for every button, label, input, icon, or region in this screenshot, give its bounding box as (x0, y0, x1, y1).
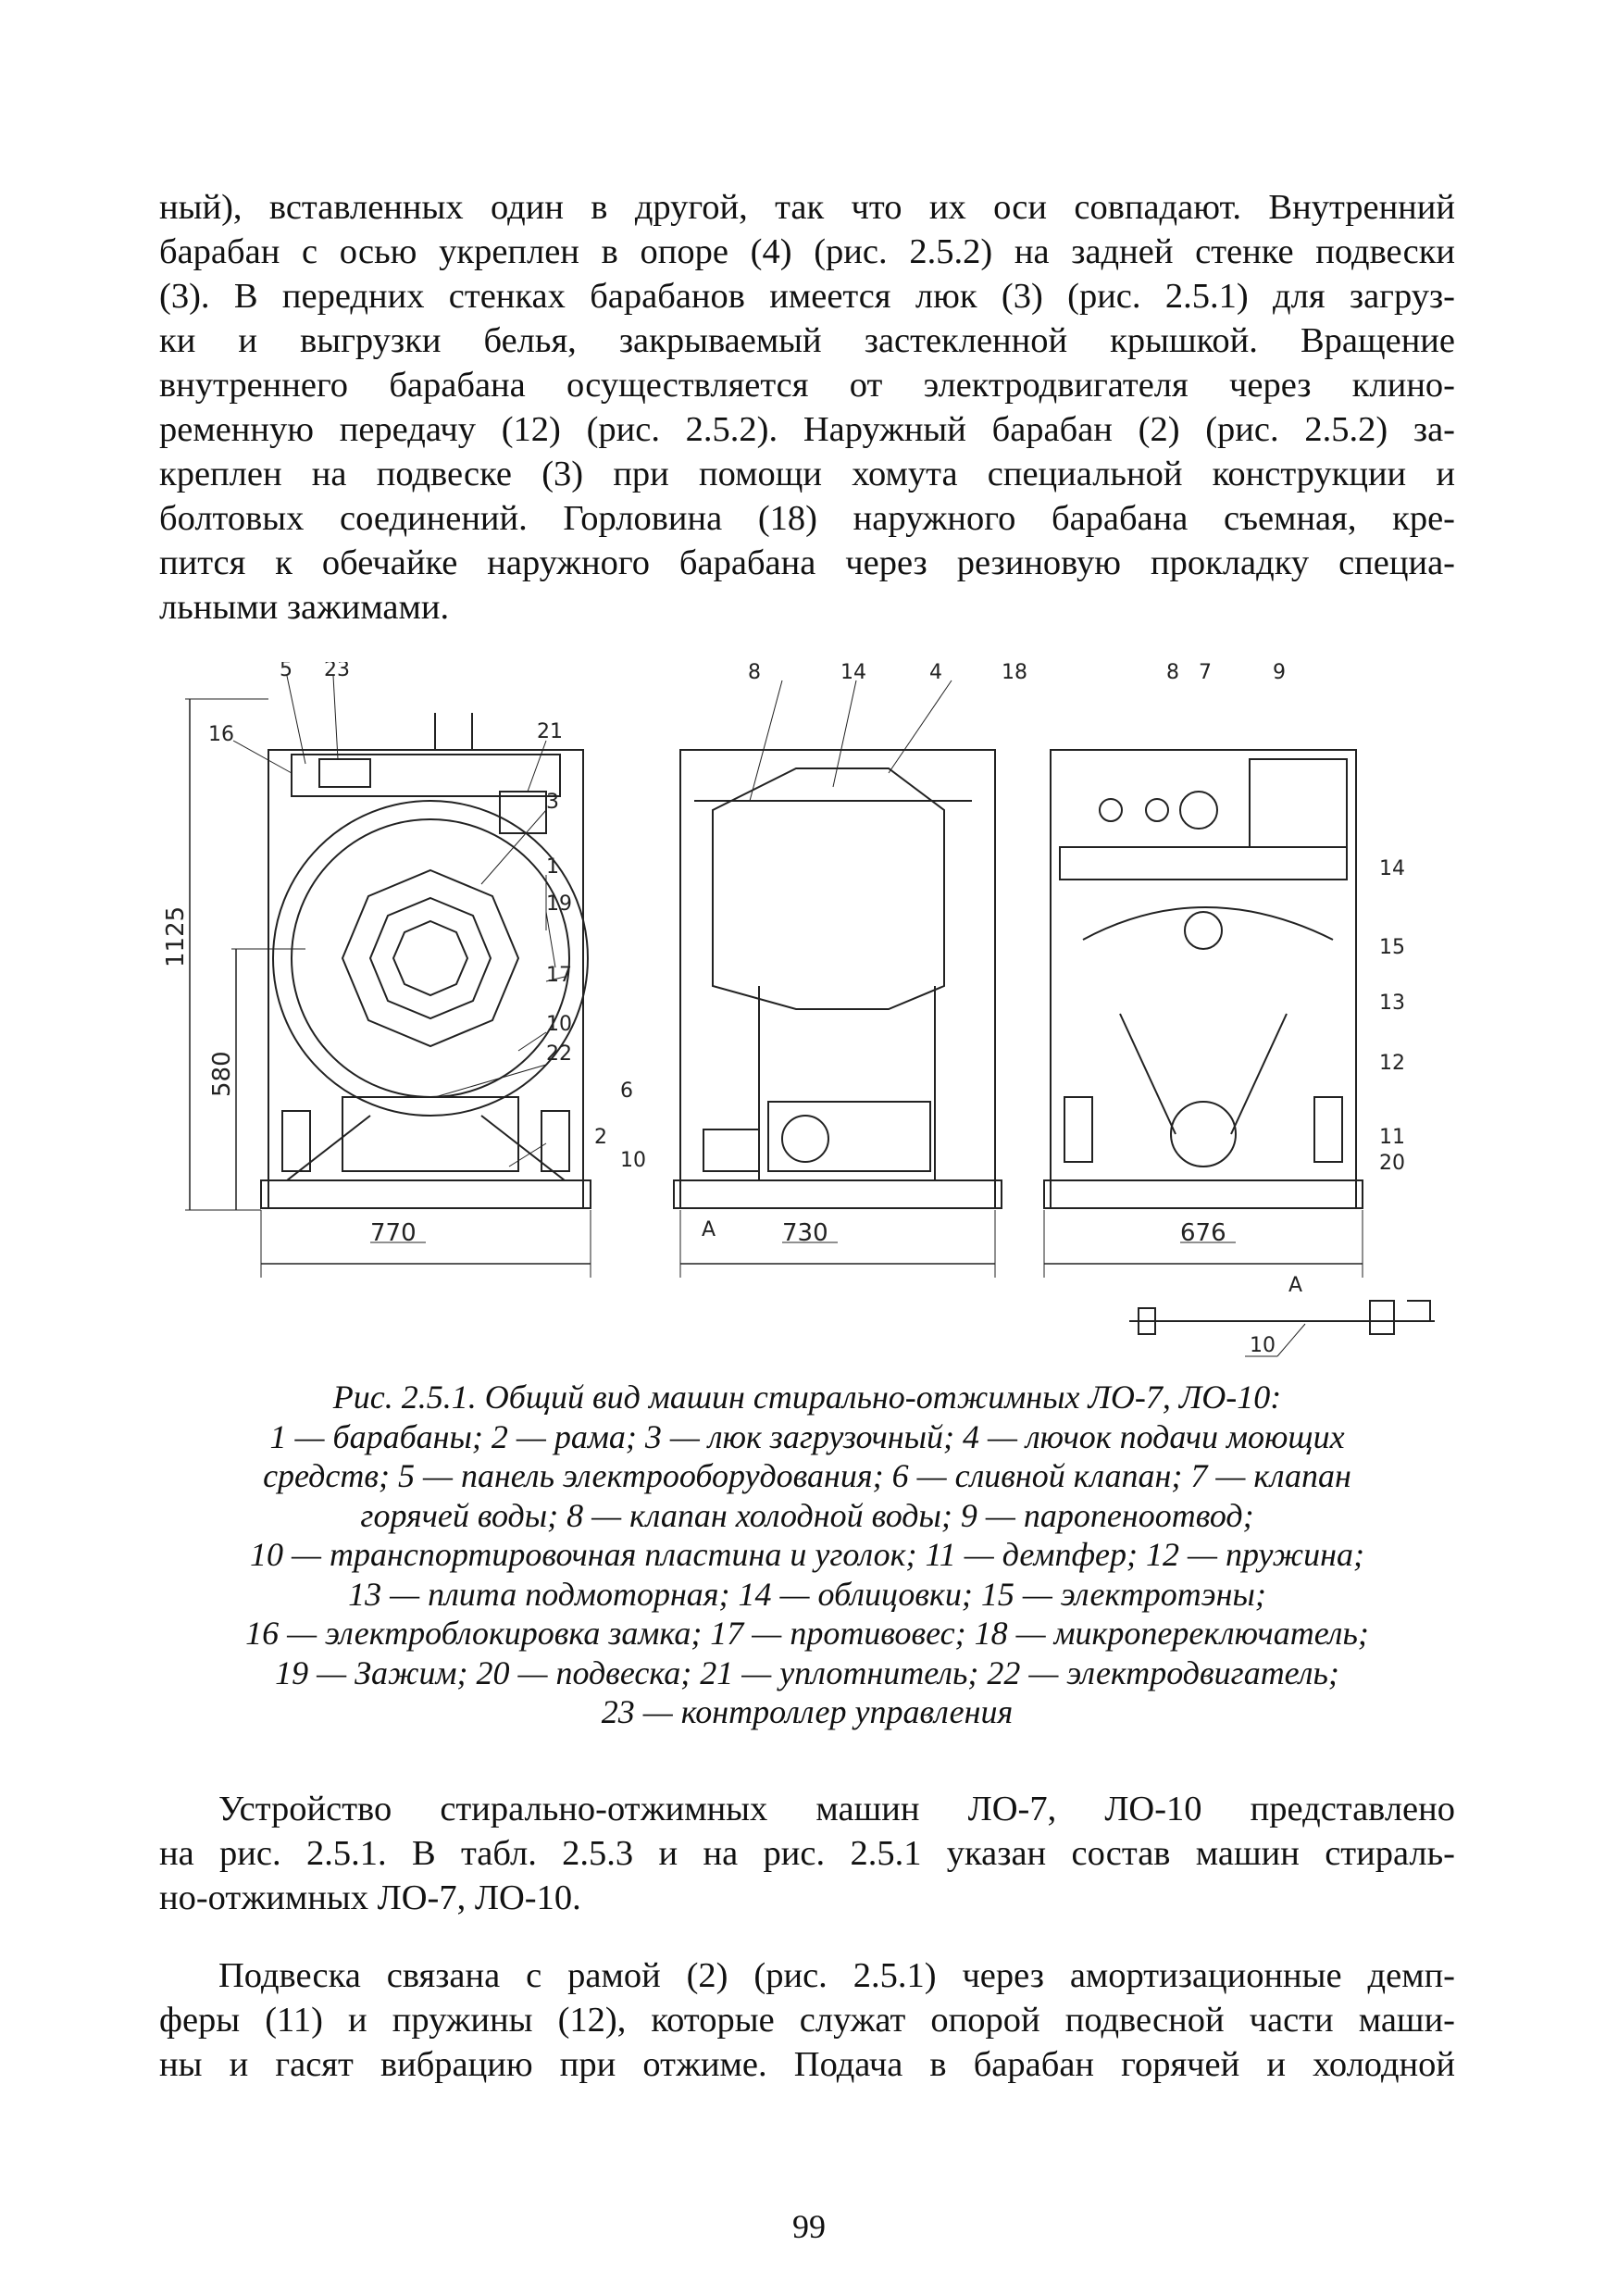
label: 16 (208, 723, 234, 746)
back-view (1044, 750, 1363, 1278)
label: 1 (546, 855, 559, 879)
controller-box (319, 759, 370, 787)
text-line: пится к обечайке наружного барабана через резиновую прокладку специа- (159, 543, 1455, 582)
front-base (261, 1180, 591, 1208)
label: 8 (748, 662, 761, 684)
label: 9 (1273, 662, 1286, 684)
top-vent (435, 713, 472, 750)
text-line: креплен на подвеске (3) при помощи хомута специальной конструкции и (159, 455, 1455, 493)
drawing-svg (157, 662, 1453, 1384)
side-frame (680, 750, 995, 1208)
paragraph-1 (159, 185, 1455, 630)
back-frame (1051, 750, 1356, 1208)
caption-line: 23 — контроллер управления (601, 1693, 1014, 1730)
label: 14 (840, 662, 866, 684)
caption-line: Рис. 2.5.1. Общий вид машин стирально-отжимных ЛО-7, ЛО-10: (332, 1379, 1282, 1416)
text-line: на рис. 2.5.1. В табл. 2.5.3 и на рис. 2.5.1 указан состав машин стираль- (159, 1834, 1455, 1873)
steam-foam-outlet (1250, 759, 1347, 847)
label: 10 (546, 1013, 572, 1036)
label: 19 (546, 892, 572, 916)
door-octagon (342, 870, 518, 1046)
text-line: феры (11) и пружины (12), которые служат опорой подвесной части маши- (159, 2001, 1455, 2040)
back-base (1044, 1180, 1363, 1208)
caption-line: горячей воды; 8 — клапан холодной воды; 9 — паропеноотвод; (360, 1496, 1254, 1534)
door-octagon-inner (370, 898, 491, 1018)
detail-bolt (1370, 1301, 1394, 1334)
back-panel-14 (1060, 847, 1347, 880)
side-drum (713, 768, 944, 1009)
back-hub (1185, 912, 1222, 949)
outlet-9 (1180, 792, 1217, 829)
text-line: барабан с осью укреплен в опоре (4) (рис. 2.5.2) на задней стенке подвески (159, 232, 1455, 271)
text-line: внутреннего барабана осуществляется от электродвигателя через клино- (159, 366, 1455, 405)
drum-door (292, 819, 569, 1097)
label: 14 (1379, 857, 1405, 880)
text-line: Подвеска связана с рамой (2) (рис. 2.5.1) через амортизационные демп- (218, 1956, 1455, 1995)
caption-line: 16 — электроблокировка замка; 17 — противовес; 18 — микропереключатель; (245, 1615, 1369, 1652)
label: 10 (620, 1149, 646, 1172)
text-line: ки и выгрузки белья, закрываемый застекленной крышкой. Вращение (159, 321, 1455, 360)
back-motor-pulley (1171, 1102, 1236, 1167)
label: 12 (1379, 1052, 1405, 1075)
leader-line (1277, 1324, 1305, 1356)
label: A (702, 1218, 716, 1242)
label: 23 (324, 662, 350, 681)
label: 13 (1379, 992, 1405, 1015)
dimension-text: 770 (370, 1219, 417, 1247)
front-control-panel (292, 755, 560, 796)
text-line: ны и гасят вибрацию при отжиме. Подача в барабан горячей и холодной (159, 2045, 1455, 2084)
text-line: (3). В передних стенках барабанов имеется люк (3) (рис. 2.5.1) для загруз- (159, 277, 1455, 316)
text-line: болтовых соединений. Горловина (18) наружного барабана съемная, кре- (159, 499, 1455, 538)
text-line: льными зажимами. (159, 588, 450, 627)
motor-pulley (782, 1116, 828, 1162)
paragraph-3 (159, 1953, 1455, 2087)
paragraph-2 (159, 1787, 1455, 1920)
label: 21 (537, 720, 563, 743)
text-line: ременную передачу (12) (рис. 2.5.2). Наружный барабан (2) (рис. 2.5.2) за- (159, 410, 1455, 449)
label: 4 (929, 662, 942, 684)
label: 2 (594, 1126, 607, 1149)
caption-line: 19 — Зажим; 20 — подвеска; 21 — уплотнитель; 22 — электродвигатель; (275, 1653, 1339, 1691)
page-number: 99 (792, 2208, 826, 2245)
figure-caption (159, 1378, 1455, 1732)
door-glass (393, 921, 467, 995)
dimension-text: 1125 (162, 905, 190, 967)
detail-a (1129, 1301, 1435, 1356)
dimension-text: 580 (208, 1051, 236, 1097)
dimension-text: 730 (782, 1219, 828, 1247)
label: 20 (1379, 1152, 1405, 1175)
belt (1120, 1014, 1176, 1134)
valve-7 (1146, 799, 1168, 821)
belt (1231, 1014, 1287, 1134)
caption-line: 13 — плита подмоторная; 14 — облицовки; 15 — электротэны; (348, 1575, 1266, 1613)
label: A (1288, 1274, 1303, 1297)
technical-drawing (157, 662, 1453, 1384)
front-damper-right (541, 1111, 569, 1171)
front-damper-left (282, 1111, 310, 1171)
counterweight (342, 1097, 518, 1171)
dimension-text: 676 (1180, 1219, 1226, 1247)
side-view (674, 750, 1002, 1278)
label: 15 (1379, 936, 1405, 959)
text-line: Устройство стирально-отжимных машин ЛО-7, ЛО-10 представлено (218, 1790, 1455, 1828)
drain-valve (703, 1129, 759, 1171)
detail-angle (1407, 1301, 1430, 1321)
label: 11 (1379, 1126, 1405, 1149)
text-line: но-отжимных ЛО-7, ЛО-10. (159, 1878, 581, 1917)
caption-line: 1 — барабаны; 2 — рама; 3 — люк загрузочный; 4 — лючок подачи моющих (269, 1417, 1345, 1455)
valve-8 (1100, 799, 1122, 821)
label: 3 (546, 791, 559, 814)
spring-12 (1314, 1097, 1342, 1162)
seal-21 (500, 792, 546, 833)
label: 7 (1199, 662, 1212, 684)
label: 5 (280, 662, 292, 681)
side-base (674, 1180, 1002, 1208)
label: 22 (546, 1042, 572, 1066)
drum-outer (273, 801, 588, 1116)
caption-line: 10 — транспортировочная пластина и уголок; 11 — демпфер; 12 — пружина; (250, 1536, 1364, 1573)
caption-line: средств; 5 — панель электрооборудования; 6 — сливной клапан; 7 — клапан (263, 1457, 1351, 1494)
text-line: ный), вставленных один в другой, так что их оси совпадают. Внутренний (159, 188, 1455, 227)
motor (768, 1102, 930, 1171)
label: 8 (1166, 662, 1179, 684)
label: 6 (620, 1079, 633, 1103)
label: 18 (1002, 662, 1027, 684)
damper-11 (1064, 1097, 1092, 1162)
label: 17 (546, 964, 572, 987)
label: 10 (1250, 1334, 1276, 1357)
